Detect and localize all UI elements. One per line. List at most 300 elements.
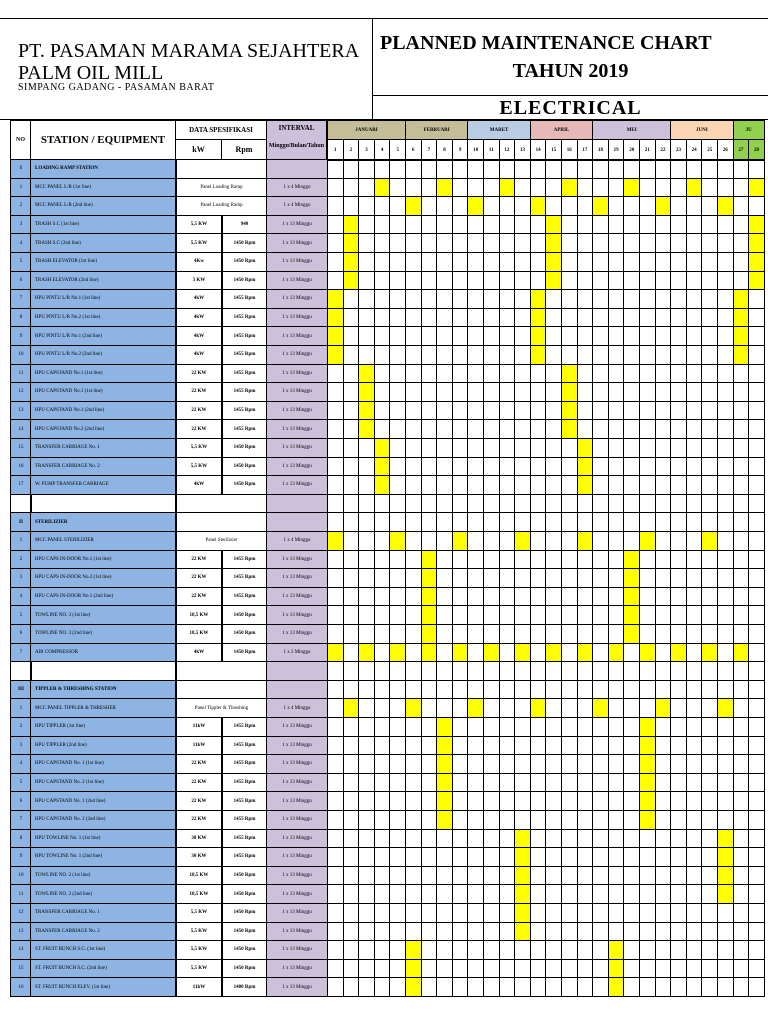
schedule-cell (358, 159, 375, 179)
schedule-cell (343, 624, 360, 644)
schedule-cell (561, 866, 578, 886)
schedule-cell (483, 680, 500, 700)
schedule-cell (670, 624, 687, 644)
schedule-cell (436, 233, 453, 253)
schedule-cell (405, 922, 422, 942)
schedule-mark (639, 810, 656, 830)
schedule-cell (639, 922, 656, 942)
schedule-cell (358, 624, 375, 644)
equipment-name: HPU CAPSTAND No. 2 (2nd line) (30, 810, 177, 830)
schedule-cell (561, 940, 578, 960)
schedule-cell (733, 252, 750, 272)
schedule-cell (639, 977, 656, 997)
schedule-cell (374, 512, 391, 532)
week-header-12: 12 (499, 139, 516, 161)
schedule-cell (405, 345, 422, 365)
schedule-cell (405, 271, 422, 291)
spec-rpm: 1455 Rpm (221, 829, 268, 849)
row-no: 3 (10, 215, 32, 235)
schedule-cell (499, 940, 516, 960)
schedule-cell (639, 959, 656, 979)
schedule-cell (748, 847, 765, 867)
schedule-cell (686, 829, 703, 849)
schedule-cell (327, 717, 344, 737)
week-header-24: 24 (686, 139, 703, 161)
schedule-cell (452, 698, 469, 718)
equipment-name: HPU CAPSTAND No.2 (2nd line) (30, 419, 177, 439)
schedule-cell (452, 903, 469, 923)
schedule-cell (717, 736, 734, 756)
schedule-cell (686, 884, 703, 904)
schedule-cell (670, 829, 687, 849)
schedule-cell (530, 252, 547, 272)
spec-empty (175, 661, 268, 681)
schedule-cell (561, 215, 578, 235)
schedule-cell (701, 829, 718, 849)
schedule-cell (389, 922, 406, 942)
schedule-mark (623, 605, 640, 625)
schedule-cell (343, 159, 360, 179)
schedule-cell (623, 884, 640, 904)
schedule-cell (452, 159, 469, 179)
schedule-cell (717, 791, 734, 811)
schedule-cell (436, 289, 453, 309)
schedule-cell (748, 717, 765, 737)
schedule-cell (686, 717, 703, 737)
schedule-cell (670, 196, 687, 216)
schedule-cell (374, 884, 391, 904)
schedule-cell (623, 382, 640, 402)
interval: 1 x 13 Minggu (266, 773, 328, 793)
schedule-cell (748, 829, 765, 849)
schedule-cell (592, 512, 609, 532)
schedule-cell (670, 271, 687, 291)
schedule-cell (639, 159, 656, 179)
spec-rpm: 1450 Rpm (221, 624, 268, 644)
schedule-cell (405, 643, 422, 663)
equipment-name: HPU CAPSTAND No. 1 (2nd line) (30, 791, 177, 811)
schedule-cell (467, 178, 484, 198)
schedule-mark (748, 178, 765, 198)
schedule-mark (623, 178, 640, 198)
row-no: 8 (10, 829, 32, 849)
schedule-cell (389, 791, 406, 811)
row-no: 7 (10, 810, 32, 830)
schedule-cell (686, 401, 703, 421)
schedule-cell (499, 382, 516, 402)
spec-kw: 4kW (175, 308, 223, 328)
equipment-name: ST. FRUIT BUNCH S.C. (1st line) (30, 940, 177, 960)
schedule-cell (577, 550, 594, 570)
schedule-cell (717, 773, 734, 793)
schedule-cell (514, 457, 531, 477)
schedule-cell (748, 568, 765, 588)
week-header-3: 3 (358, 139, 375, 161)
schedule-cell (733, 494, 750, 514)
schedule-cell (405, 233, 422, 253)
schedule-cell (670, 922, 687, 942)
schedule-cell (608, 494, 625, 514)
schedule-cell (358, 531, 375, 551)
schedule-cell (717, 419, 734, 439)
interval: 1 x 13 Minggu (266, 345, 328, 365)
schedule-cell (733, 382, 750, 402)
schedule-cell (467, 661, 484, 681)
schedule-cell (545, 661, 562, 681)
schedule-cell (374, 829, 391, 849)
equipment-name: TOWLINE NO. 2 (2nd line) (30, 884, 177, 904)
schedule-cell (733, 233, 750, 253)
schedule-mark (686, 178, 703, 198)
schedule-mark (608, 643, 625, 663)
company-name: PT. PASAMAN MARAMA SEJAHTERA PALM OIL MILL (18, 40, 359, 84)
header-kw: kW (175, 139, 222, 160)
schedule-mark (421, 605, 438, 625)
schedule-cell (514, 233, 531, 253)
schedule-cell (405, 401, 422, 421)
schedule-cell (374, 531, 391, 551)
schedule-cell (577, 736, 594, 756)
schedule-mark (748, 271, 765, 291)
schedule-cell (733, 866, 750, 886)
schedule-cell (701, 624, 718, 644)
schedule-cell (670, 345, 687, 365)
schedule-cell (374, 159, 391, 179)
schedule-cell (623, 922, 640, 942)
schedule-cell (530, 605, 547, 625)
schedule-cell (421, 773, 438, 793)
schedule-cell (577, 419, 594, 439)
schedule-cell (655, 773, 672, 793)
schedule-mark (358, 643, 375, 663)
schedule-cell (639, 940, 656, 960)
schedule-mark (436, 717, 453, 737)
schedule-cell (499, 233, 516, 253)
schedule-cell (733, 754, 750, 774)
schedule-cell (499, 419, 516, 439)
schedule-cell (717, 252, 734, 272)
schedule-cell (483, 587, 500, 607)
schedule-cell (592, 271, 609, 291)
schedule-cell (530, 233, 547, 253)
schedule-cell (514, 605, 531, 625)
schedule-cell (623, 698, 640, 718)
schedule-cell (608, 866, 625, 886)
schedule-cell (623, 773, 640, 793)
schedule-cell (452, 587, 469, 607)
interval: 1 x 13 Minggu (266, 866, 328, 886)
schedule-cell (686, 810, 703, 830)
schedule-mark (577, 457, 594, 477)
schedule-cell (639, 680, 656, 700)
schedule-cell (374, 382, 391, 402)
schedule-mark (343, 252, 360, 272)
schedule-cell (748, 922, 765, 942)
schedule-cell (483, 791, 500, 811)
schedule-cell (483, 977, 500, 997)
row-no: 12 (10, 382, 32, 402)
schedule-cell (717, 717, 734, 737)
schedule-cell (530, 494, 547, 514)
schedule-cell (545, 977, 562, 997)
equipment-name: TOWLINE NO. 3 (2nd line) (30, 624, 177, 644)
schedule-cell (421, 791, 438, 811)
week-header-26: 26 (717, 139, 734, 161)
schedule-cell (701, 494, 718, 514)
schedule-cell (499, 773, 516, 793)
schedule-cell (561, 457, 578, 477)
schedule-cell (701, 401, 718, 421)
spec-kw: 18,5 KW (175, 866, 223, 886)
schedule-cell (327, 196, 344, 216)
schedule-cell (701, 308, 718, 328)
week-header-19: 19 (608, 139, 625, 161)
schedule-cell (499, 326, 516, 346)
schedule-cell (686, 940, 703, 960)
schedule-mark (545, 252, 562, 272)
schedule-cell (592, 736, 609, 756)
schedule-cell (592, 364, 609, 384)
spec-rpm: 940 (221, 215, 268, 235)
schedule-cell (514, 568, 531, 588)
schedule-mark (561, 178, 578, 198)
schedule-cell (686, 159, 703, 179)
schedule-cell (670, 568, 687, 588)
schedule-cell (670, 791, 687, 811)
schedule-cell (374, 661, 391, 681)
schedule-cell (623, 252, 640, 272)
schedule-cell (592, 438, 609, 458)
schedule-cell (374, 587, 391, 607)
schedule-cell (327, 698, 344, 718)
schedule-cell (530, 940, 547, 960)
schedule-cell (592, 661, 609, 681)
schedule-cell (717, 345, 734, 365)
spec-kw: 3 KW (175, 271, 223, 291)
schedule-cell (499, 364, 516, 384)
schedule-cell (405, 568, 422, 588)
schedule-cell (592, 215, 609, 235)
schedule-cell (577, 326, 594, 346)
schedule-cell (421, 475, 438, 495)
equipment-name: HPU TIPPLER (1st line) (30, 717, 177, 737)
schedule-cell (545, 159, 562, 179)
schedule-cell (405, 829, 422, 849)
schedule-cell (530, 773, 547, 793)
schedule-cell (623, 345, 640, 365)
schedule-cell (452, 419, 469, 439)
schedule-mark (530, 289, 547, 309)
schedule-mark (717, 884, 734, 904)
schedule-cell (483, 252, 500, 272)
schedule-mark (608, 940, 625, 960)
schedule-cell (577, 754, 594, 774)
schedule-cell (577, 922, 594, 942)
schedule-cell (623, 810, 640, 830)
equipment-name: HPU CAPSTAND No.1 (1st line) (30, 382, 177, 402)
schedule-cell (545, 810, 562, 830)
schedule-cell (452, 959, 469, 979)
schedule-cell (545, 438, 562, 458)
schedule-cell (748, 754, 765, 774)
schedule-cell (639, 308, 656, 328)
schedule-cell (686, 643, 703, 663)
schedule-cell (452, 680, 469, 700)
schedule-cell (655, 587, 672, 607)
week-header-22: 22 (655, 139, 672, 161)
schedule-cell (686, 364, 703, 384)
schedule-mark (608, 959, 625, 979)
schedule-cell (733, 940, 750, 960)
week-header-1: 1 (327, 139, 344, 161)
schedule-cell (327, 624, 344, 644)
schedule-cell (592, 754, 609, 774)
week-header-5: 5 (389, 139, 406, 161)
interval: 1 x 13 Minggu (266, 717, 328, 737)
schedule-mark (421, 568, 438, 588)
schedule-cell (608, 252, 625, 272)
schedule-cell (545, 289, 562, 309)
schedule-cell (343, 568, 360, 588)
schedule-cell (733, 178, 750, 198)
schedule-cell (577, 698, 594, 718)
schedule-cell (686, 271, 703, 291)
schedule-cell (670, 736, 687, 756)
schedule-cell (405, 661, 422, 681)
schedule-cell (686, 847, 703, 867)
schedule-cell (561, 791, 578, 811)
schedule-cell (717, 512, 734, 532)
schedule-cell (327, 977, 344, 997)
schedule-cell (530, 680, 547, 700)
schedule-cell (499, 438, 516, 458)
schedule-cell (436, 829, 453, 849)
spec-kw: 18,5 KW (175, 624, 223, 644)
schedule-cell (405, 178, 422, 198)
schedule-cell (499, 252, 516, 272)
schedule-cell (499, 512, 516, 532)
schedule-cell (530, 977, 547, 997)
schedule-mark (639, 791, 656, 811)
schedule-cell (577, 680, 594, 700)
schedule-cell (389, 178, 406, 198)
schedule-cell (358, 494, 375, 514)
schedule-cell (405, 215, 422, 235)
schedule-cell (592, 866, 609, 886)
schedule-cell (358, 345, 375, 365)
schedule-cell (639, 698, 656, 718)
spec-rpm: 1450 Rpm (221, 866, 268, 886)
schedule-cell (327, 884, 344, 904)
schedule-cell (374, 605, 391, 625)
schedule-cell (436, 624, 453, 644)
schedule-cell (577, 512, 594, 532)
month-header-januari: JANUARI (327, 120, 406, 140)
week-header-2: 2 (343, 139, 360, 161)
schedule-cell (577, 587, 594, 607)
schedule-cell (561, 736, 578, 756)
schedule-cell (639, 196, 656, 216)
schedule-cell (499, 959, 516, 979)
schedule-cell (405, 308, 422, 328)
schedule-cell (545, 847, 562, 867)
schedule-cell (405, 457, 422, 477)
schedule-cell (514, 178, 531, 198)
schedule-cell (717, 940, 734, 960)
spec-panel: Panel Loading Ramp (175, 178, 268, 198)
schedule-cell (467, 829, 484, 849)
schedule-cell (733, 215, 750, 235)
row-no: 17 (10, 475, 32, 495)
schedule-cell (467, 940, 484, 960)
schedule-cell (561, 643, 578, 663)
schedule-mark (639, 736, 656, 756)
schedule-cell (530, 178, 547, 198)
schedule-mark (717, 829, 734, 849)
schedule-cell (592, 475, 609, 495)
schedule-cell (483, 271, 500, 291)
schedule-cell (592, 178, 609, 198)
schedule-cell (358, 736, 375, 756)
week-header-23: 23 (670, 139, 687, 161)
schedule-cell (374, 326, 391, 346)
schedule-mark (748, 252, 765, 272)
schedule-cell (343, 773, 360, 793)
interval: 1 x 4 Minggu (266, 178, 328, 198)
schedule-cell (655, 252, 672, 272)
interval: 1 x 13 Minggu (266, 587, 328, 607)
schedule-cell (686, 977, 703, 997)
schedule-cell (639, 419, 656, 439)
schedule-cell (514, 438, 531, 458)
schedule-cell (499, 345, 516, 365)
schedule-cell (343, 791, 360, 811)
spec-rpm: 1450 Rpm (221, 457, 268, 477)
schedule-cell (530, 643, 547, 663)
schedule-cell (608, 326, 625, 346)
schedule-cell (701, 977, 718, 997)
schedule-cell (623, 829, 640, 849)
schedule-cell (686, 959, 703, 979)
schedule-cell (717, 922, 734, 942)
schedule-cell (717, 754, 734, 774)
schedule-cell (499, 847, 516, 867)
schedule-cell (561, 438, 578, 458)
schedule-cell (499, 829, 516, 849)
spec-rpm: 1450 Rpm (221, 271, 268, 291)
equipment-name: TRANSFER CARRIAGE No. 2 (30, 457, 177, 477)
schedule-cell (514, 252, 531, 272)
schedule-cell (421, 289, 438, 309)
schedule-cell (358, 215, 375, 235)
schedule-cell (530, 959, 547, 979)
row-no: 4 (10, 754, 32, 774)
schedule-cell (655, 531, 672, 551)
schedule-cell (483, 345, 500, 365)
schedule-cell (467, 215, 484, 235)
schedule-cell (592, 252, 609, 272)
schedule-cell (748, 977, 765, 997)
schedule-cell (514, 196, 531, 216)
spec-kw: 5,5 KW (175, 959, 223, 979)
schedule-cell (655, 922, 672, 942)
schedule-cell (655, 512, 672, 532)
schedule-cell (686, 680, 703, 700)
schedule-cell (592, 326, 609, 346)
schedule-cell (686, 624, 703, 644)
schedule-cell (327, 940, 344, 960)
schedule-cell (436, 364, 453, 384)
